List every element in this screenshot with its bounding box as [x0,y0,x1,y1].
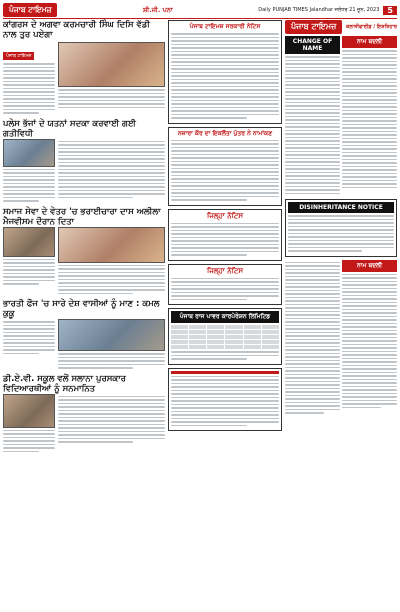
section-title: ਸ਼ੀ.ਜੀ. ਪਨਾ [142,5,173,14]
notices-column [168,20,282,608]
news-photo-4 [58,227,165,263]
news-photo-2 [3,139,55,167]
public-notice-2-title: ਜਿਲ੍ਹਾ ਨੋਟਿਸ [206,266,244,275]
notice-1-title: ਪੰਜਾਬ ਟਾਇਮਜ਼ ਸਰਕਾਰੀ ਨੋਟਿਸ [189,23,261,30]
change-of-name-head: CHANGE OF NAME [285,36,340,54]
notice-box-1 [168,20,282,124]
headline-4: ਭਾਰਤੀ ਫੌਜ 'ਚ ਸਾਰੇ ਦੇਸ਼ ਵਾਸੀਆਂ ਨੂੰ ਮਾਣ : ਕਮਲ ਕੁਕੂ [3,299,160,319]
notice-2-title: ਨਜ਼ਾਰਾ ਕੌਰ ਦਾ ਇਕਲੌਤਾ ਪੁੱਤਰ ਨੇ ਨਾਮਾਂਕਣ [177,129,273,137]
news-photo-1 [58,42,165,87]
headline-3: ਸਮਾਜ ਸੇਵਾ ਦੇ ਵੇਤਰ 'ਚ ਭਰਾਈਚਾਰਾ ਦਾਸ ਅਲੀਲਾ ਮੈਜਵੀਸਮ ਦੌਰਾਨ ਦਿਤਾ [3,206,161,227]
headline-5: ਡੀ.ਏ.ਵੀ. ਸਕੂਲ ਵਲੋਂ ਸਲਾਨਾ ਪੁਰਸਕਾਰ ਵਿਦਿਆਰਥੀਆਂ ਨੂੰ ਸਨਮਾਨਿਤ [3,373,126,394]
news-column [3,20,165,608]
page-number: 5 [383,6,397,15]
brand-logo: ਪੰਜਾਬ ਟਾਇਮਜ਼ [3,3,57,17]
classifieds-masthead: ਪੰਜਾਬ ਟਾਇਮਜ਼ [285,20,342,34]
news-photo-3 [3,227,55,257]
classifieds-subtitle: ਕਲਾਸੀਫਾਈਡ / ਇਸ਼ਤਿਹਾਰ [345,24,397,30]
disinheritance-head: DISINHERITANCE NOTICE [288,202,394,213]
tender-ad [168,308,282,365]
byline-tag: ਪੰਜਾਬ ਟਾਇਮਜ਼ [3,52,34,60]
misc-head: ਨਾਮ ਬਦਲੀ [342,36,397,48]
page-header [3,2,397,19]
disinheritance-notice [285,199,397,257]
dateline: Daily PUNJAB TIMES Jalandhar ਜਲੰਧਰ 21 ਜੂਨ, 2023 [258,7,380,13]
lower-ad [168,368,282,432]
notice-box-2 [168,127,282,206]
tender-ad-title: ਪੰਜਾਬ ਰਾਜ ਪਾਵਰ ਕਾਰਪੋਰੇਸ਼ਨ ਲਿਮਿਟਿਡ [171,311,279,323]
news-photo-6 [3,394,55,428]
news-photo-5 [58,319,165,351]
headline-2: ਪਲੇਸ ਭੱਜਾਂ ਦੇ ਯਤਨਾਂ ਸਦਕਾ ਕਰਵਾਈ ਗਈ ਗਤੀਵਿਧੀ [3,118,136,139]
classifieds-column [285,20,397,608]
headline-1: ਕਾਂਗਰਸ ਦੇ ਅਗਵਾ ਕਰਮਚਾਰੀ ਸਿੰਘ ਦਿਸਿ ਵੱਡੀ ਨਾਲ ਤੁਰ ਪਏਗਾ [3,20,150,40]
public-notice-2 [168,264,282,306]
public-notice-1 [168,209,282,261]
public-notice-1-title: ਜਿਲ੍ਹਾ ਨੋਟਿਸ [206,211,244,220]
misc-head-2: ਨਾਮ ਬਦਲੀ [342,260,397,272]
